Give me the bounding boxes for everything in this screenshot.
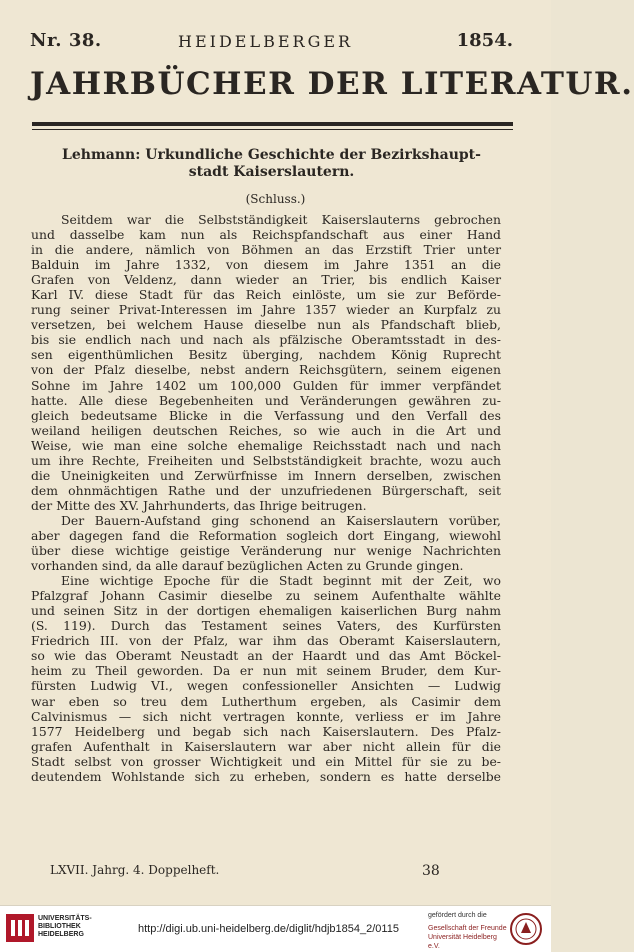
text-line: von der Pfalz dieselbe, nebst andern Reichsgütern, seinem eigenen: [31, 362, 501, 378]
text-line: aber dagegen fand die Reformation sogleich dort Eingang, wiewohl: [31, 527, 501, 543]
article-title: [30, 147, 513, 181]
text-line: hatte. Alle diese Begebenheiten und Veränderungen gewähren zu-: [31, 392, 501, 408]
funder-name-line: Universität Heidelberg e.V.: [428, 934, 497, 950]
text-line: und dasselbe kam nun als Reichspfandschaft aus einer Hand: [31, 227, 501, 243]
text-line: Der Bauern-Aufstand ging schonend an Kaiserslautern vorüber,: [61, 512, 501, 528]
library-name-line: UNIVERSITÄTS-: [38, 915, 92, 922]
library-name: [38, 915, 92, 939]
text-line: Pfalzgraf Johann Casimir dieselbe zu seinem Aufenthalte wählte: [31, 588, 501, 604]
title-rule-thick: [32, 122, 513, 126]
library-name-line: BIBLIOTHEK: [38, 923, 81, 930]
article-title-line: stadt Kaiserslautern.: [188, 164, 355, 180]
text-line: Stadt selbst von grosser Wichtigkeit und ein Mittel für sie zu be-: [31, 753, 501, 769]
text-line: versetzen, bei welchem Hause dieselbe nun als Pfandschaft blieb,: [31, 317, 501, 333]
funding-note: [428, 911, 508, 951]
funder-name-line: Gesellschaft der Freunde: [428, 925, 507, 932]
university-library-logo-icon: [6, 914, 34, 942]
article-subtitle: (Schluss.): [245, 192, 306, 206]
text-line: der Mitte des XV. Jahrhunderts, das Ihrige beitrugen.: [31, 497, 367, 513]
issue-number: Nr. 38.: [30, 30, 102, 51]
text-line: in die andere, nämlich von Böhmen an das Erzstift Trier unter: [31, 242, 501, 258]
text-line: grafen Aufenthalt in Kaiserslautern war aber nicht allein für die: [31, 738, 501, 754]
text-line: Weise, wie man eine solche ehemalige Reichsstadt nach und nach: [31, 437, 501, 453]
signature-mark: LXVII. Jahrg. 4. Doppelheft.: [50, 863, 220, 877]
publication-year: 1854.: [456, 30, 513, 51]
viewer-footer-bar: [0, 905, 551, 952]
text-line: (S. 119). Durch das Testament seines Vaters, des Kurfürsten: [31, 618, 501, 634]
journal-name: HEIDELBERGER: [178, 32, 354, 51]
running-header: [30, 30, 513, 56]
text-line: 1577 Heidelberg und begab sich nach Kaiserslautern. Des Pfalz-: [31, 723, 501, 739]
text-line: Grafen von Veldenz, dann wieder an Trier, bis endlich Kaiser: [31, 272, 501, 288]
article-title-line: Lehmann: Urkundliche Geschichte der Bezirkshaupt-: [62, 147, 481, 163]
text-line: bis sie endlich nach und nach als pfälzische Oberamtsstadt in des-: [31, 332, 501, 348]
text-line: über diese wichtige geistige Veränderung nur wenige Nachrichten: [31, 543, 501, 559]
text-line: so wie das Oberamt Neustadt an der Haardt und das Amt Böckel-: [31, 648, 501, 664]
text-line: Eine wichtige Epoche für die Stadt beginnt mit der Zeit, wo: [61, 573, 501, 589]
text-line: Seitdem war die Selbstständigkeit Kaiserslauterns gebrochen: [61, 212, 501, 227]
text-line: heim zu Theil geworden. Da er nun mit seinem Bruder, dem Kur-: [31, 663, 501, 679]
permalink-url[interactable]: http://digi.ub.uni-heidelberg.de/diglit/hdjb1854_2/0115: [138, 923, 399, 935]
funded-by-label: gefördert durch die: [428, 912, 487, 919]
title-rule-thin: [32, 129, 513, 130]
text-line: gleich bedeutsame Blicke in die Verfassung und den Verfall des: [31, 407, 501, 423]
page-footer: [50, 863, 451, 883]
text-line: die Uneinigkeiten und Zerwürfnisse im Innern derselben, zwischen: [31, 467, 501, 483]
page-number: 38: [422, 863, 440, 879]
library-name-line: HEIDELBERG: [38, 931, 84, 938]
text-line: um ihre Rechte, Freiheiten und Selbstständigkeit brachte, wozu auch: [31, 452, 501, 468]
text-line: Friedrich III. von der Pfalz, war ihm das Oberamt Kaiserslautern,: [31, 633, 501, 649]
university-seal-icon: [510, 913, 542, 945]
text-line: Balduin im Jahre 1332, von diesem im Jahre 1351 an die: [31, 257, 501, 273]
text-line: Sohne im Jahre 1402 um 100,000 Gulden für immer verpfändet: [31, 377, 501, 393]
text-line: vorhanden sind, da alle darauf bezüglichen Acten zu Grunde gingen.: [31, 558, 464, 574]
text-line: und seinen Sitz in der dortigen ehemaligen kaiserlichen Burg nahm: [31, 603, 501, 619]
text-line: deutendem Wohlstande sich zu erheben, sondern es hatte derselbe: [31, 768, 501, 784]
journal-title: JAHRBÜCHER DER LITERATUR.: [30, 66, 634, 102]
article-body: [31, 212, 501, 784]
text-line: rung seiner Privat-Interessen im Jahre 1357 wieder an Kurpfalz zu: [31, 302, 501, 318]
text-line: dem ohnmächtigen Rathe und der unzufriedenen Bürgerschaft, seit: [31, 482, 501, 498]
text-line: fürsten Ludwig VI., wegen confessioneller Ansichten — Ludwig: [31, 678, 501, 694]
text-line: Karl IV. diese Stadt für das Reich einlöste, um sie zur Beförde-: [31, 287, 501, 303]
text-line: weiland heiligen deutschen Reiches, so wie auch in die Art und: [31, 422, 501, 438]
text-line: Calvinismus — sich nicht vertragen konnte, verliess er im Jahre: [31, 708, 501, 724]
text-line: sen eigenthümlichen Besitz überging, nachdem König Ruprecht: [31, 347, 501, 363]
text-line: war eben so treu dem Lutherthum ergeben, als Casimir dem: [31, 693, 501, 709]
